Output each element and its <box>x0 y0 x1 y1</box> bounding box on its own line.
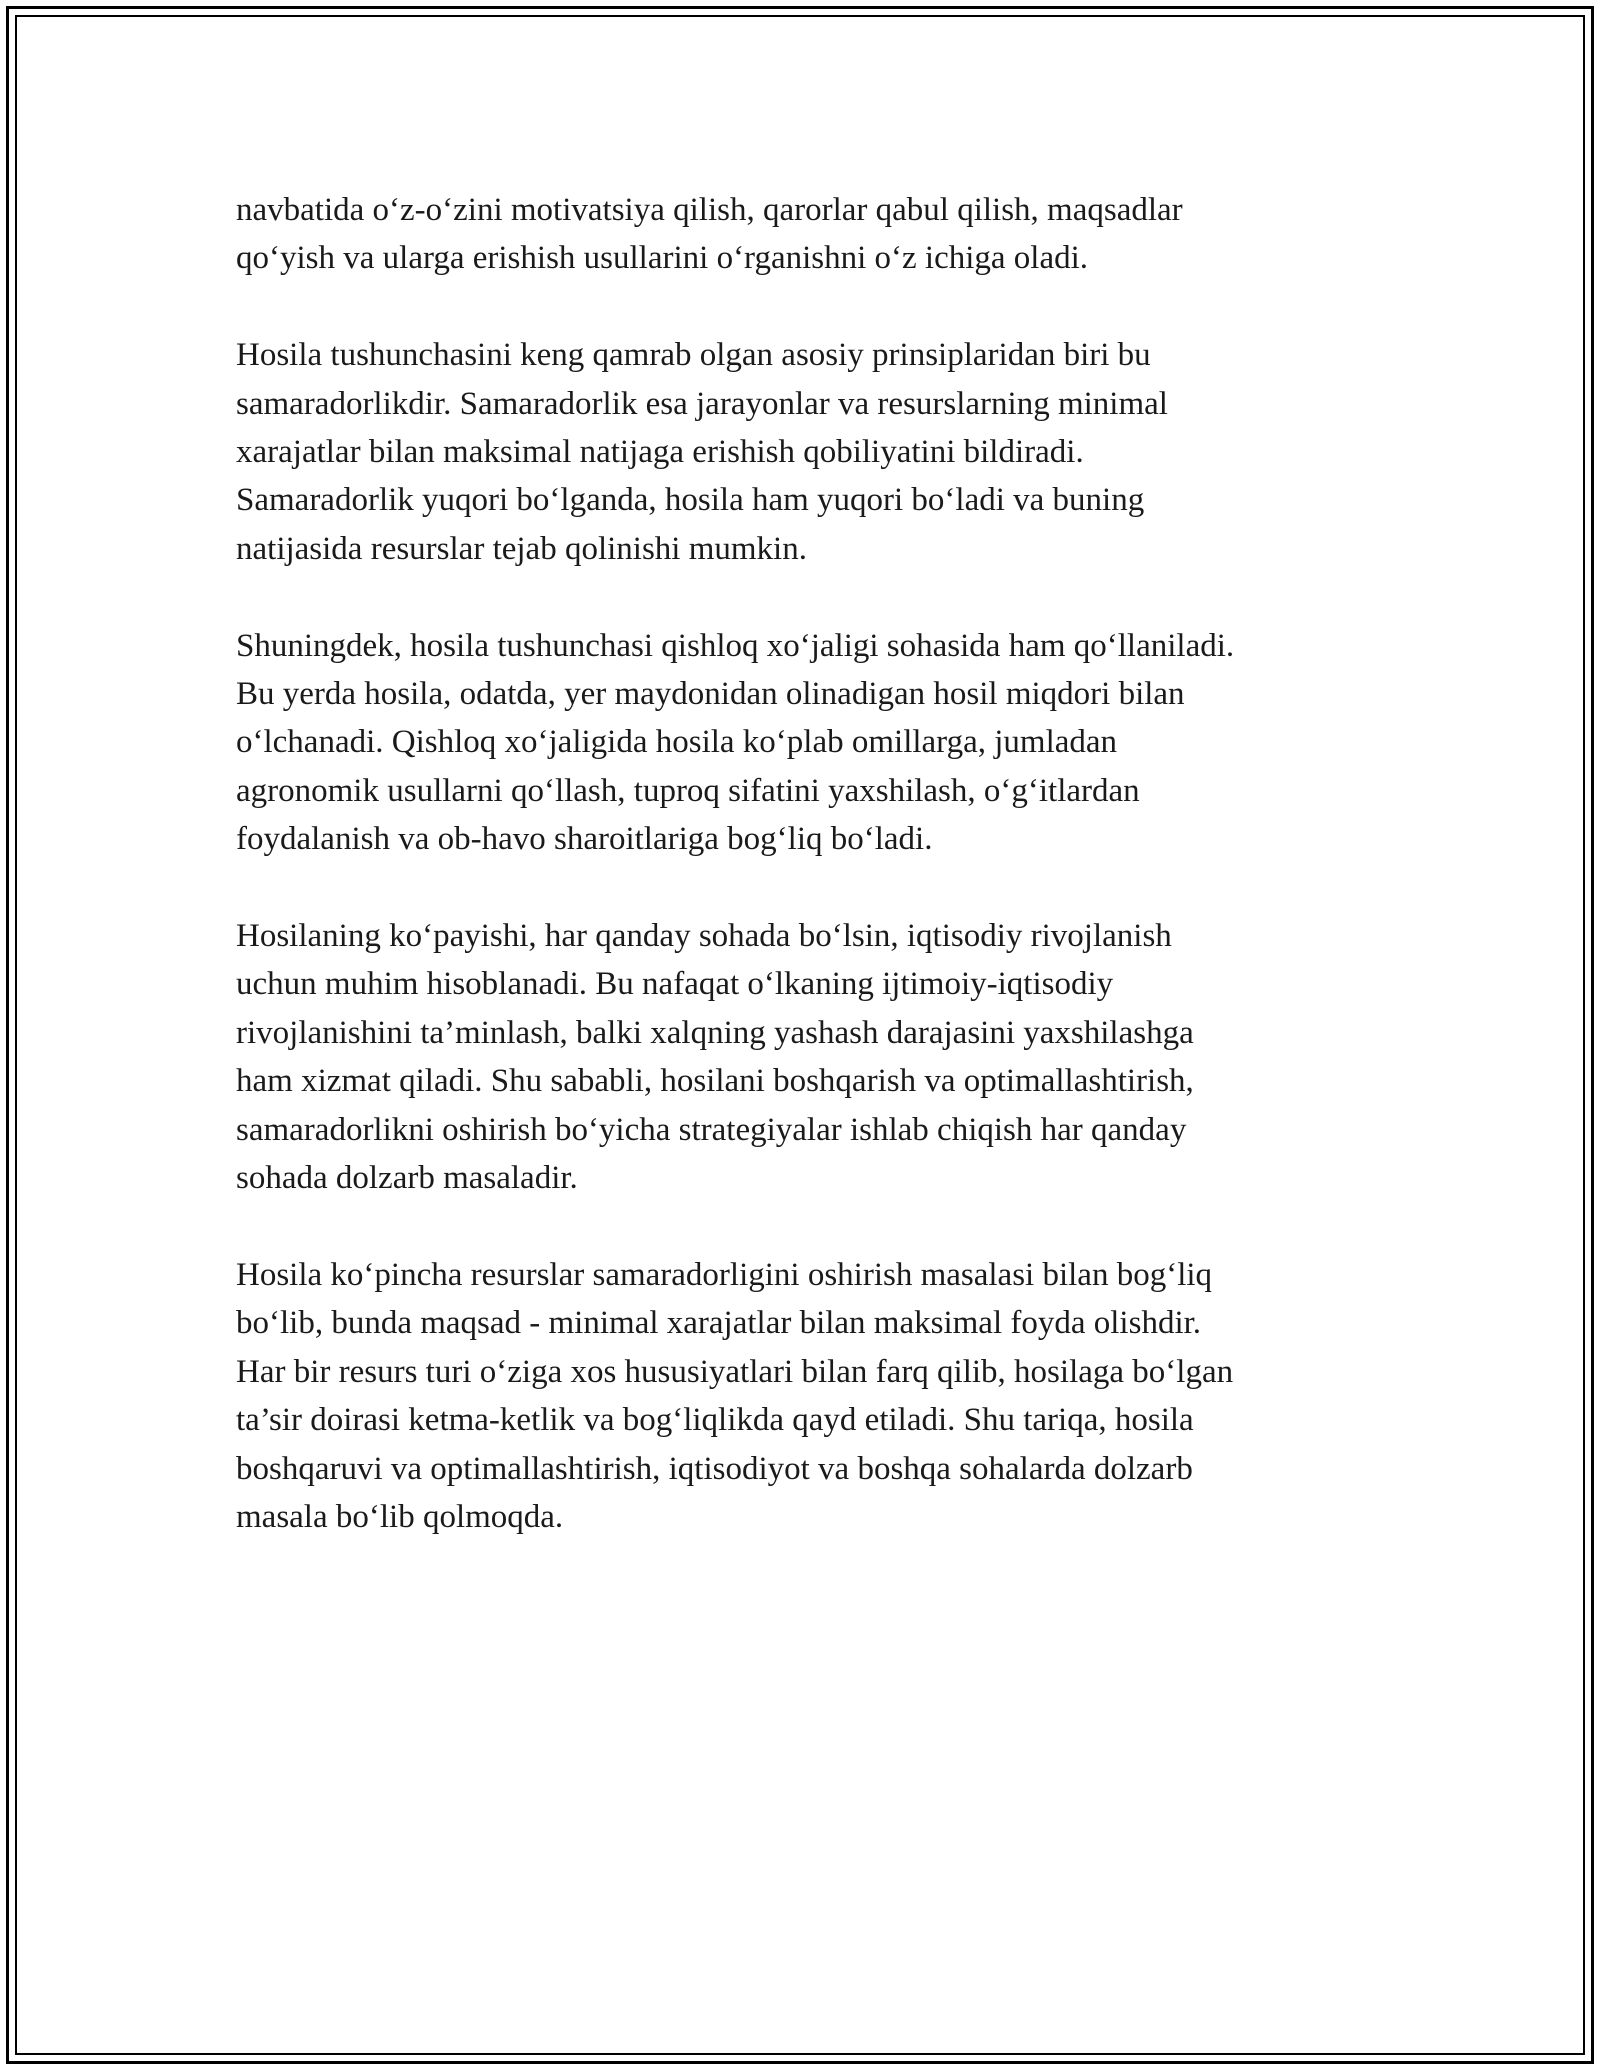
paragraph-5: Hosila ko‘pincha resurslar samaradorligini oshirish masalasi bilan bog‘liq bo‘lib, bunda maqsad - minimal xarajatlar bilan maksimal foyda olishdir. Har bir resurs turi o‘ziga xos hususiyatlari bilan farq qilib, hosilaga bo‘lgan ta’sir doirasi ketma-ketlik va bog‘liqlikda qayd etiladi. Shu tariqa, hosila boshqaruvi va optimallashtirish, iqtisodiyot va boshqa sohalarda dolzarb masala bo‘lib qolmoqda. <box>236 1256 1234 1535</box>
paragraph-2: Hosila tushunchasini keng qamrab olgan asosiy prinsiplaridan biri bu samaradorlikdir. Samaradorlik esa jarayonlar va resurslarning minimal xarajatlar bilan maksimal natijaga erishish qobiliyatini bildiradi. Samaradorlik yuqori bo‘lganda, hosila ham yuqori bo‘ladi va buning natijasida resurslar tejab qolinishi mumkin. <box>236 337 1168 567</box>
paragraph-1: navbatida o‘z-o‘zini motivatsiya qilish, qarorlar qabul qilish, maqsadlar qo‘yish va ularga erishish usullarini o‘rganishni o‘z ichiga oladi. <box>236 192 1183 277</box>
paragraph-4: Hosilaning ko‘payishi, har qanday sohada bo‘lsin, iqtisodiy rivojlanish uchun muhim hisoblanadi. Bu nafaqat o‘lkaning ijtimoiy-iqtisodiy rivojlanishini ta’minlash, balki xalqning yashash darajasini yaxshilashga ham xizmat qiladi. Shu sababli, hosilani boshqarish va optimallashtirish, samaradorlikni oshirish bo‘yicha strategiyalar ishlab chiqish har qanday sohada dolzarb masaladir. <box>236 918 1194 1197</box>
paragraph-3: Shuningdek, hosila tushunchasi qishloq xo‘jaligi sohasida ham qo‘llaniladi. Bu yerda hosila, odatda, yer maydonidan olinadigan hosil miqdori bilan o‘lchanadi. Qishloq xo‘jaligida hosila ko‘plab omillarga, jumladan agronomik usullarni qo‘llash, tuproq sifatini yaxshilash, o‘g‘itlardan foydalanish va ob-havo sharoitlariga bog‘liq bo‘ladi. <box>236 627 1235 858</box>
page-body <box>236 186 1366 1590</box>
